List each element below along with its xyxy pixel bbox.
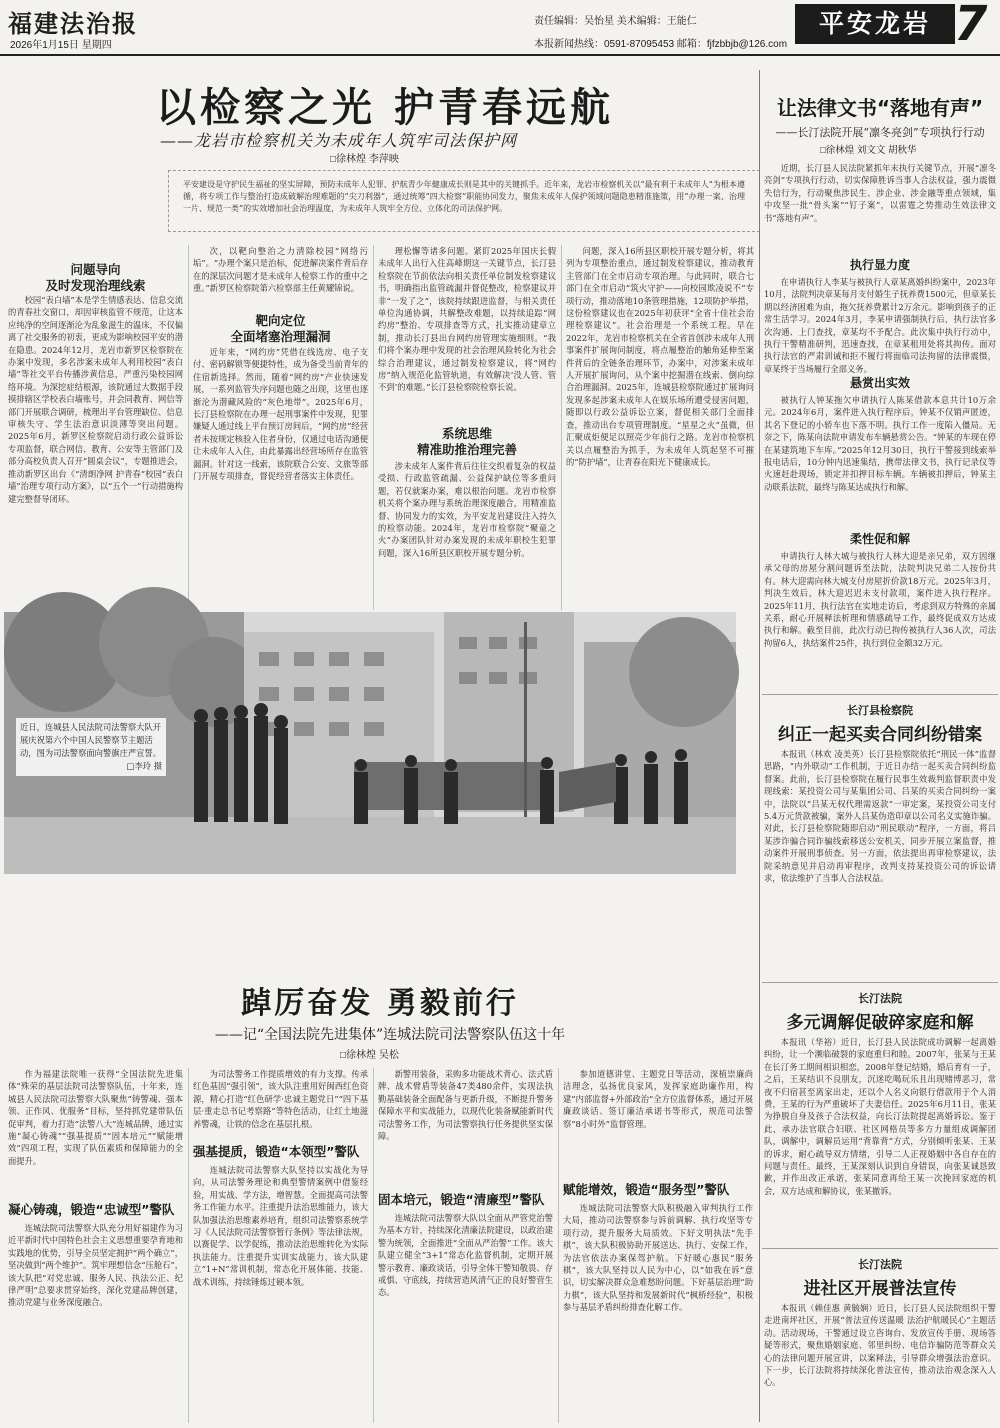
sidebar-story3-kicker: 长汀法院: [858, 992, 902, 1005]
article1-byline: □徐林煌 李萍映: [330, 154, 399, 165]
sidebar-story4-headline: 进社区开展普法宣传: [803, 1279, 957, 1299]
news-hotline: 本报新闻热线：0591-87095453 邮箱：fjfzbbjb@126.com: [534, 39, 788, 50]
photo-credit: □李玲 摄: [126, 761, 162, 771]
column-rule: [561, 245, 562, 610]
sidebar-story4-kicker: 长汀法院: [858, 1258, 902, 1271]
sidebar-rule: [762, 1248, 998, 1249]
publication-date: 2026年1月15日 星期四: [10, 40, 112, 51]
sidebar-story2-text: 本报讯（林欢 凌美英）长汀县检察院依托“刑民一体”监督思路，“内外联动”工作机制，于近日办结一起买卖合同纠纷监督案。此前，长汀县检察院在履行民事生效裁判监督职责中发现线索：某投资公司与某集团公司、吕某的买卖合同纠纷一案中，法院以“吕某无权代理需返款”一审定案，某投资公司支付5.4万元货款被骗，案外人吕某伪造印章以公司名义实施诈骗。对此，长汀县检察院随即启动“刑民联动”程序，一方面，将吕某涉诈骗合同诈骗线索移送公安机关，同步开展立案监督，推动案件开展刑事侦查。另一方面，依法提出再审检察建议，法院采纳意见并启动再审程序，改判支持某投资公司的诉讼请求，依法维护了当事人合法权益。: [764, 749, 996, 884]
article2-headline: 踔厉奋发 勇毅前行: [241, 986, 519, 1021]
article1-lead-text: 平安建设是守护民生福祉的坚实屏障，预防未成年人犯罪、护航青少年健康成长则是其中的关键抓手。近年来，龙岩市检察机关以“最有利于未成年人”为根本遵循，将专项工作与整治打造成破解治理难题的“尖刀利器”，通过统筹“四大检察”职能协同发力，聚焦未成年人保护领域问题隐患精准施策，用“办理一案、治理一片、规范一类”的实效增加社会治理温度，为未成年人筑牢全方位、立体化的司法保护网。: [183, 180, 745, 213]
sidebar-story1-byline: □徐林煌 刘文文 胡秋华: [820, 145, 917, 156]
article2-col4-text: 参加道德讲堂、主题党日等活动，深植崇廉尚洁理念，弘扬优良家风，发挥家庭助廉作用，构建“内部监督+外部政治”全方位监督体系，通过开展廉政谈话、签订廉洁承诺书等形式，规范司法警察“8小时外”监督管理。: [563, 1069, 753, 1129]
column-rule: [373, 245, 374, 610]
article2-section4-head: 赋能增效，锻造“服务型”警队: [563, 1182, 730, 1197]
article2-section2-head: 强基提质，锻造“本领型”警队: [193, 1144, 360, 1159]
sidebar-story2-kicker: 长汀县检察院: [847, 704, 913, 717]
sidebar-story2-headline: 纠正一起买卖合同纠纷错案: [778, 725, 982, 745]
sidebar-story1-head3: 柔性促和解: [849, 532, 910, 546]
sidebar-story3-headline: 多元调解促破碎家庭和解: [786, 1013, 974, 1033]
article2-col2-text: 为司法警务工作提质增效的有力支撑。传承红色基因“强引领”，该大队注重用好闽西红色资源，精心打造“红色研学·忠诚主题党日”“四下基层·重走总书记考察路”等特色活动，让红土地滋养警魂，让铁的信念在基层扎根。: [193, 1069, 368, 1129]
article2-section4-text: 连城法院司法警察大队积极融入审判执行工作大局，推动司法警察参与诉前调解、执行攻坚等专项行动，提升服务大局质效。下好文明执法“先手棋”，该大队积极协助开展送达、执行、安保工作，为法官依法办案保驾护航。下好暖心惠民“服务棋”，该大队坚持以人民为中心，以“如我在诉”意识，切实解决群众急难愁盼问题。下好基层治理“助力棋”，该大队坚持和发展新时代“枫桥经验”，积极参与基层矛盾纠纷排查化解工作。: [563, 1203, 753, 1313]
article1-section2-head: 靶向定位 全面堵塞治理漏洞: [230, 313, 331, 344]
article2-byline: □徐林煌 吴松: [340, 1050, 399, 1061]
newspaper-logo: 福建法治报: [8, 9, 138, 38]
article2-section1-head: 凝心铸魂，锻造“忠诚型”警队: [8, 1202, 175, 1217]
article1-section1-head: 问题导向 及时发现治理线索: [45, 262, 146, 293]
article2-section1-text: 连城法院司法警察大队充分用好福建作为习近平新时代中国特色社会主义思想重要孕育地和实践地的优势，引导全员坚定拥护“两个确立”，坚决做到“两个维护”。筑牢理想信念“压舱石”，该大队把“对党忠诚、服务人民、执法公正、纪律严明”总要求贯穿始终，深化党建品牌创建，推动党建与业务深度融合。: [8, 1223, 183, 1308]
sidebar-story1-text2: 被执行人钟某拖欠申请执行人陈某借款本息共计10万余元。2024年6月，案件进入执行程序后，钟某不仅销声匿迹，其名下登记的小轿车也下落不明。执行工作一度陷入僵局。无奈之下，陈某向法院申请发布车辆悬赏公告。“钟某的车现在停在某建筑地下车库。”2025年12月30日，执行干警接到线索举报电话后，10分钟内迅速集结，携带法律文书，执行记录仪等火速赶赴现场，锁定并扣押目标车辆。车辆被扣押后，钟某主动联系法院，最终与陈某达成执行和解。: [764, 395, 996, 492]
article1-lead-box: [168, 170, 760, 232]
column-rule: [188, 1068, 189, 1423]
article2-section3-text: 连城法院司法警察大队以全面从严管党治警为基本方针，持续深化清廉法院建设，以政治建警为统领，全面推进“全面从严治警”工作。该大队建立健全“3+1”常态化监督机制，定期开展警示教育、廉政谈话，引导全体干警知敬畏、存戒惧、守底线，持续营造风清气正的良好警营生态。: [378, 1213, 553, 1298]
masthead: [0, 0, 1000, 56]
article1-col3-text: 理松懈等诸多问题。紧盯2025年国庆长假未成年人出行入住高峰期这一关键节点，长汀县检察院在节前依法向相关责任单位制发检察建议书，明确指出监管疏漏并督促整改，检察建议并非“一发了之”，该院持续跟进监督，与相关责任单位沟通协调，共解整改难题，以持续追踪“网约房”整治、专项排查等方式，扎实推动建章立制，推动长汀县出台网约房管理实施细则。“我们将个案办理中发现的社会治理风险转化为社会综合治理建议，通过制发检察建议，将“网约房”纳入规范化监管轨道，有效解决‘没人管、管不到’的难题。”长汀县检察院检察长说。: [378, 246, 556, 393]
article1-subtitle: ——龙岩市检察机关为未成年人筑牢司法保护网: [160, 131, 518, 150]
sidebar-rule: [762, 982, 998, 983]
sidebar-story1-text3: 申请执行人林大城与被执行人林大迎是亲兄弟，双方因继承父母的房屋分割问题诉至法院，法院判决兄弟二人按份共有。林大迎需向林大城支付房屋折价款18万元。2025年3月，判决生效后，林大迎迟迟未支付款项，案件进入执行程序。2025年11月，执行法官在实地走访后，考虑到双方特殊的亲属关系，耐心开展释法析理和情感疏导工作，最终促成双方达成执行和解。截至目前，此次行动已拘传被执行人36人次，司法拘留6人，执结案件25件，执行到位金额32万元。: [764, 551, 996, 648]
article1-headline: 以检察之光 护青春远航: [156, 85, 614, 131]
sidebar-story4-text: 本报讯（赖佳惠 黄毓娴）近日，长汀县人民法院组织干警走进南坪社区，开展“普法宣传送温暖 法治护航暖民心”主题活动。活动现场，干警通过设立咨询台、发放宣传手册、现场答疑等形式，聚焦婚姻家庭、邻里纠纷、电信诈骗防范等群众关心的法律问题开展宣讲，以案释法，引导群众增强法治意识。下一步，长汀法院将持续深化普法宣传，推动法治观念深入人心。: [764, 1303, 996, 1388]
sidebar-divider: [759, 70, 760, 1422]
sidebar-story1-headline: 让法律文书“落地有声”: [776, 96, 984, 120]
article1-section3-text: 涉未成年人案件背后往往交织着复杂的权益受损、行政监管疏漏、公益保护缺位等多重问题，若仅就案办案，难以根治问题。龙岩市检察机关将个案办理与系统治理深度融合，用精准监督、协同发力的实效，为平安龙岩建设注入持久的检察动能。2024年，龙岩市检察院“聚童之火”办案团队针对办案发现的未成年职校生犯罪问题，深入16所县区职校开展专题分析。: [378, 461, 556, 558]
article2-subtitle: ——记“全国法院先进集体”连城法院司法警察队伍这十年: [214, 1027, 566, 1043]
article1-col4-text: 问题，深入16所县区职校开展专题分析，将其列为专项整治重点，通过制发检察建议，推动教育主管部门在全市启动专项治理。与此同时，联合七部门在全市启动“筑火守护——向校园欺凌说不”专项行动，推动落地10条管理措施，12项防护举措，这份检察建议也在2025年初获评“全省十佳社会治理检察建议”。社会治理是一个系统工程。早在2022年，龙岩市检察机关在全省首创涉未成年人刑事案件扩展询问制度，将点履整治的触角延伸至案件背后的全链条治理环节，办案中，对涉案未成年人开展扩展询问，从个案中挖掘潜在线索、倒向综合治理漏洞。2025年，连城县检察院通过扩展询问发现多起涉案未成年人在娱乐场所遭受侵害问题，随即以行政公益诉讼立案，督促相关部门全面排查，推动出台专项管理制度。“星星之火”虽微，但汇聚成炬便足以照亮少年前行之路。龙岩市检察机关以点履整治为抓手，为未成年人筑起坚不可摧的“防护墙”，让青春在阳光下健康成长。: [566, 246, 754, 467]
page-number: 7: [954, 0, 988, 52]
article2-section2-text: 连城法院司法警察大队坚持以实战化为导向，从司法警务理论和典型警情案例中借鉴经验，用实战、学方法，增智慧。全面提高司法警务工作能力水平。注重提升法治思维能力，该大队加强法治思维素养培育，组织司法警察系统学习《人民法院司法警察暂行条例》等法律法规，以赛促学、以学促练，推动法治思维转化为实际执法能力。注重提升实训实战能力，该大队建立“1+N”常训机制，常态化开展体能、技能、战术训练，持续锤炼过硬本领。: [193, 1165, 368, 1287]
article1-col2-intro: 次，以靶向整治之力清除校园“网络污垢”。“办理个案只是治标，促进解决案件背后存在的深层次问题才是未成年人检察工作的重中之重。”新罗区检察院第六检察部主任黄耀锦说。: [193, 246, 368, 294]
page-section-name: 平安龙岩: [795, 4, 955, 44]
article2-intro: 作为福建法院唯一获得“全国法院先进集体”殊荣的基层法院司法警察队伍，十年来，连城县人民法院司法警察大队聚焦“铸警魂、强本领、正作风、优服务”目标，坚持抓党建带队伍促审判，着力打造“法警八大”连城品牌，通过实施“凝心铸魂”“强基提质”“固本培元”“赋能增效”四项工程，实现了队伍素质和保障能力的全面提升。: [8, 1069, 183, 1166]
column-rule: [188, 245, 189, 610]
sidebar-story1-text1: 在申请执行人李某与被执行人章某离婚纠纷案中，2023年10月，法院判决章某每月支付婚生子抚养费1500元，但章某长期以经济困难为由，拖欠抚养费累计2万余元。影响到孩子的正常生活学习。2024年3月，李某申请强制执行后，执行法官多次沟通、上门查找，章某均不予配合。此次集中执行行动中，执行干警精准研判，迅速查找，在章某租用处将其拘传。面对执行法官的严肃训诫和拒不履行将面临司法拘留的法律震慑，章某终于当场履行全部义务。: [764, 277, 996, 374]
photo-caption-text: 近日，连城县人民法院司法警察大队开展庆祝第六个中国人民警察节主题活动，图为司法警察面向警旗庄严宣誓。: [20, 722, 162, 758]
article1-section2-text: 近年来，“网约房”凭借在线选房、电子支付、密码解锁等便捷特性，成为备受当前青年的住宿新选择。然而，随着“网约房”产业快速发展，一系列监管失序问题也随之出现，这里也逐渐沦为潜藏风险的“灰色地带”。2025年6月，长汀县检察院在办理一起刑事案件中发现，犯罪嫌疑人通过线上平台预订房间后，“网约房”经营者未按规定核验入住者身份，仅通过电话沟通便让未成年人入住，由此暴露出经营场所存在监管漏洞。针对这一线索，该院联合公安、文旅等部门开展专项排查，督促经营者落实主体责任。: [193, 347, 368, 482]
editor-credits: 责任编辑：吴怡星 美术编辑：王能仁: [534, 16, 697, 27]
sidebar-story1-head1: 执行显力度: [849, 258, 910, 272]
sidebar-story3-text: 本报讯（华裕）近日，长汀县人民法院成功调解一起离婚纠纷，让一个濒临破裂的家庭重归和睦。2007年，张某与王某在长汀务工期间相识相恋，2008年登记结婚，婚后育有一子，之后，王某结识不良朋友，沉迷吃喝玩乐且出现赌博恶习，常夜不归宿甚至离家出走，还以个人名义向银行借款用于个人消费，王某的行为严重破坏了夫妻信任。2025年6月11日，张某为挣脱自身及孩子合法权益，向长汀法院提起离婚诉讼。鉴于此，承办法官联合妇联、社区网格员等多方力量组成调解团队，调解中，调解员运用“背靠背”方式，分别倾听张某、王某的诉求，耐心疏导双方情绪，引导二人正视婚姻中各自存在的问题与责任。最终，王某深刻认识到自身错误，向张某诚恳致歉，并作出改正承诺，张某同意再给王某一次挽回家庭的机会，双方达成和解协议，张某撤诉。: [764, 1037, 996, 1196]
article2-col3-text: 新警用装备，采购多功能战术背心、法式盾牌、战术臂盾等装备47类480余件，实现法执勤基础装备全面配备与更新升级，不断提升警务保障水平和实战能力，以现代化装备赋能新时代司法警务工作，为司法警察执行任务提供坚实保障。: [378, 1069, 553, 1142]
article1-section1-text: 校园“表白墙”本是学生情感表达、信息交流的青春社交窗口，却因审核监管不规范，让这本应纯净的空间逐渐沦为乱象滋生的温床，不仅偏离了社交服务的初衷，更成为影响校园平安的潜在隐患。2024年12月，龙岩市新罗区检察院在办案中发现，多名涉案未成年人利用校园“表白墙”等社交平台传播涉黄信息，严重污染校园网络环境。为深挖症结根源，该院通过大数据手段摸排辖区学校表白墙账号，并会同教育、网信等部门开展联合调研，梳理出平台管理缺位、信息审核失守、学生法治意识淡薄等突出问题。2025年6月，新罗区检察院启动行政公益诉讼专项监督，联合网信、教育、公安等主管部门及部分高校负责人召开“圆桌会议”，专题推进会，推动新罗区出台《“清朗净网 护青春”校园“表白墙”治理专项行动方案》，以“五个一”行动措施构建完整督导闭环。: [8, 295, 183, 504]
sidebar-story1-intro: 近期，长汀县人民法院紧抓年末执行关键节点，开展“凛冬亮剑”专项执行行动，切实保障胜诉当事人合法权益，强力震慑失信行为，行动聚焦涉民生、涉企业、涉金融等重点领域，集中攻坚一批“骨头案”“钉子案”，以雷霆之势推动生效法律文书“落地有声”。: [764, 163, 996, 223]
photo-caption: [16, 718, 166, 776]
article2-section3-head: 固本培元，锻造“清廉型”警队: [378, 1192, 545, 1207]
column-rule: [558, 1068, 559, 1423]
sidebar-rule: [762, 694, 998, 695]
article1-section3-head: 系统思维 精准助推治理完善: [416, 426, 517, 457]
column-rule: [373, 1068, 374, 1423]
sidebar-story1-subtitle: ——长汀法院开展“凛冬亮剑”专项执行行动: [775, 126, 985, 139]
sidebar-story1-head2: 悬赏出实效: [849, 376, 910, 390]
